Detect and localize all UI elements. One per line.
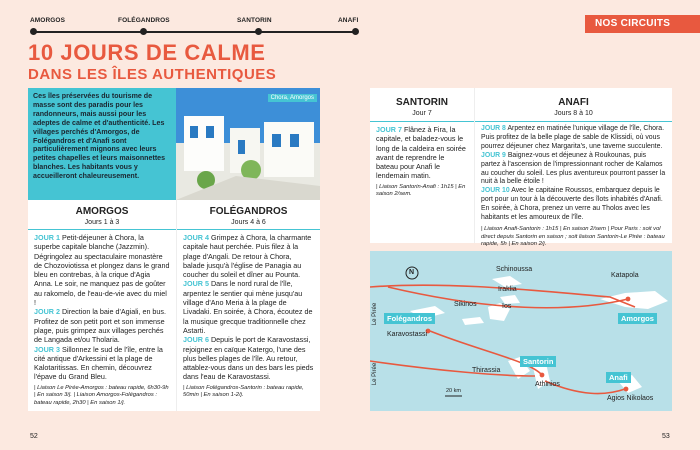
timeline-stop: AMORGOS xyxy=(30,17,66,24)
amorgos-panel xyxy=(28,200,176,411)
day-label: JOUR 8 xyxy=(481,125,506,132)
santorin-text xyxy=(370,122,474,202)
timeline-stop: ANAFI xyxy=(338,17,359,24)
island-days: Jours 4 à 6 xyxy=(231,219,266,226)
timeline-dot xyxy=(352,28,359,35)
map-scale: 20 km xyxy=(446,388,461,394)
ferry-note: | Liaison Anafi-Santorin : 1h15 | En saison 2/sem | Pour Paris : soit vol direct depuis Santorin en saison ; soit liaison Santorin-Le Pirée : bateau rapide, 5h | En saison 2/j. xyxy=(481,225,665,248)
timeline-dot xyxy=(140,28,147,35)
day-label: JOUR 5 xyxy=(183,279,209,289)
map-label: Athinios xyxy=(535,381,560,388)
timeline-stop: SANTORIN xyxy=(237,17,272,24)
island-tag: Santorin xyxy=(520,356,556,367)
day-text: Sillonnez le sud de l'île, entre la cité antique d'Arkessini et la plage de Kalotaritissas. En chemin, découvrez l'épave du Grand Bleu. xyxy=(34,344,163,382)
amorgos-text xyxy=(28,230,176,411)
map-label: Karavostassi xyxy=(387,331,428,338)
santorin-header xyxy=(370,88,474,122)
day-label: JOUR 6 xyxy=(183,335,209,345)
anafi-text xyxy=(475,122,672,252)
day-label: JOUR 9 xyxy=(481,151,506,159)
map-label: Sikinos xyxy=(454,301,477,308)
photo-caption: Chora, Amorgos xyxy=(268,94,317,102)
island-name: ANAFI xyxy=(558,97,589,108)
section-label: NOS CIRCUITS xyxy=(585,15,700,33)
page-number-right: 53 xyxy=(662,433,670,440)
island-tag: Anafi xyxy=(606,372,631,383)
ferry-note: | Liaison Le Pirée-Amorgos : bateau rapide, 6h30-9h | En saison 3/j. | Liaison Amorgos-Folégandros : bateau rapide, 2h30 | En saison 1/j. xyxy=(34,384,169,406)
santorin-panel xyxy=(370,88,474,243)
timeline-stop: FOLÉGANDROS xyxy=(118,17,170,24)
day-label: JOUR 10 xyxy=(481,187,510,195)
ferry-note: | Liaison Santorin-Anafi : 1h15 | En saison 2/sem. xyxy=(376,183,466,198)
day-label: JOUR 3 xyxy=(34,344,60,354)
day-label: JOUR 2 xyxy=(34,307,60,317)
island-days: Jour 7 xyxy=(412,110,432,117)
page-number-left: 52 xyxy=(30,433,38,440)
timeline-dot xyxy=(30,28,37,35)
page-subtitle: DANS LES ÎLES AUTHENTIQUES xyxy=(28,66,277,83)
amorgos-header xyxy=(28,200,176,230)
north-arrow-icon: N xyxy=(409,269,415,276)
map-label: Ios xyxy=(502,303,512,310)
folegandros-text xyxy=(177,230,320,403)
map-label: Le Pirée xyxy=(372,362,379,386)
island-days: Jours 1 à 3 xyxy=(84,219,120,226)
day-text: Dans le nord rural de l'île, arpentez le sentier qui mène jusqu'au village d'Ano Meria à la plage de Livadaki. En soirée, à Chora, écoutez de la musique grecque traditionnelle chez Astarti. xyxy=(183,279,313,335)
day-text: Grimpez à Chora, la charmante capitale haut perchée. Puis filez à la plage d'Angali. De retour à Chora, balade jusqu'à l'église de Panagia au coucher du soleil et dîner au Pounta. xyxy=(183,233,312,280)
ferry-note: | Liaison Folégandros-Santorin : bateau rapide, 50min | En saison 1-2/j. xyxy=(183,384,304,399)
anafi-header xyxy=(475,88,672,122)
map-label: Agios Nikolaos xyxy=(607,395,654,402)
day-text: Avec le capitaine Roussos, embarquez depuis le port pour un tour à la découverte des îlots inhabités d'Anafi. En soirée, à Chora, prenez un verre au Tholos avec les habitants et les amoureux de l'île. xyxy=(481,187,663,222)
day-text: Arpentez en matinée l'unique village de l'île, Chora. Puis profitez de la belle plage de sable de Klissidi, où vous pourrez déjeuner chez Margarita's, une taverne succulente. xyxy=(481,125,665,150)
folegandros-header xyxy=(177,200,320,230)
island-name: FOLÉGANDROS xyxy=(209,206,288,217)
island-tag: Amorgos xyxy=(618,313,657,324)
day-text: Direction la baie d'Agiali, en bus. Profitez de son petit port et son immense plage, puis grimpez aux villages perchés de Langada et/ou Tholaria. xyxy=(34,307,167,345)
itinerary-timeline xyxy=(32,31,357,33)
map-label: Thirassia xyxy=(472,367,501,374)
map-label: Schinoussa xyxy=(496,266,533,273)
day-text: Depuis le port de Karavostassi, rejoignez en caïque Katergo, l'une des plus belles plages de l'île. Au retour, attablez-vous dans un des bars les pieds dans l'eau de Karavostassi. xyxy=(183,335,314,382)
map-label: Le Pirée xyxy=(372,302,379,326)
day-label: JOUR 4 xyxy=(183,233,209,242)
chora-photo xyxy=(176,88,320,200)
day-label: JOUR 1 xyxy=(34,233,60,242)
island-name: SANTORIN xyxy=(395,97,449,108)
page-title: 10 JOURS DE CALME xyxy=(28,40,266,65)
anafi-panel xyxy=(474,88,672,248)
intro-text: Ces îles préservées du tourisme de masse sont des paradis pour les randonneurs, mais aussi pour les adeptes de calme et d'authenticité. Les villages perchés d'Amorgos, de Folégandros et d'Anafi sont particulièrement mignons avec leurs petites chapelles et leurs maisonnettes blanches. Les habitants vous y accueilleront chaleureusement. xyxy=(28,88,176,200)
map-label: Iraklia xyxy=(498,286,517,293)
folegandros-panel xyxy=(176,200,320,411)
day-label: JOUR 7 xyxy=(376,125,402,134)
route-map xyxy=(370,251,672,411)
island-days: Jours 8 à 10 xyxy=(554,110,593,117)
village-illustration xyxy=(176,88,320,200)
day-text: Baignez-vous et déjeunez à Roukounas, puis partez à l'ascension de l'impressionnant rocher de Kalamos au coucher du soleil. Les plus aventureux pourront passer la nuit à la belle étoile ! xyxy=(481,151,666,186)
day-text: Flânez à Fira, la capitale, et baladez-vous le long de la caldeira en soirée avant de reprendre le bateau pour Anafi le lendemain matin. xyxy=(376,125,466,181)
map-label: Katapola xyxy=(611,272,639,279)
island-name: AMORGOS xyxy=(75,206,129,217)
timeline-dot xyxy=(255,28,262,35)
island-tag: Folégandros xyxy=(384,313,435,324)
day-text: Petit-déjeuner à Chora, la superbe capitale blanche (Jazzmin). Dégringolez au spectaculaire monastère de Chozoviotissa et plongez dans le grand bleu en contrebas, à la crique d'Agia Anna. Le soir, ne manquez pas de goûter au rakomelo, de l'eau-de-vie avec du miel ! xyxy=(34,233,170,308)
